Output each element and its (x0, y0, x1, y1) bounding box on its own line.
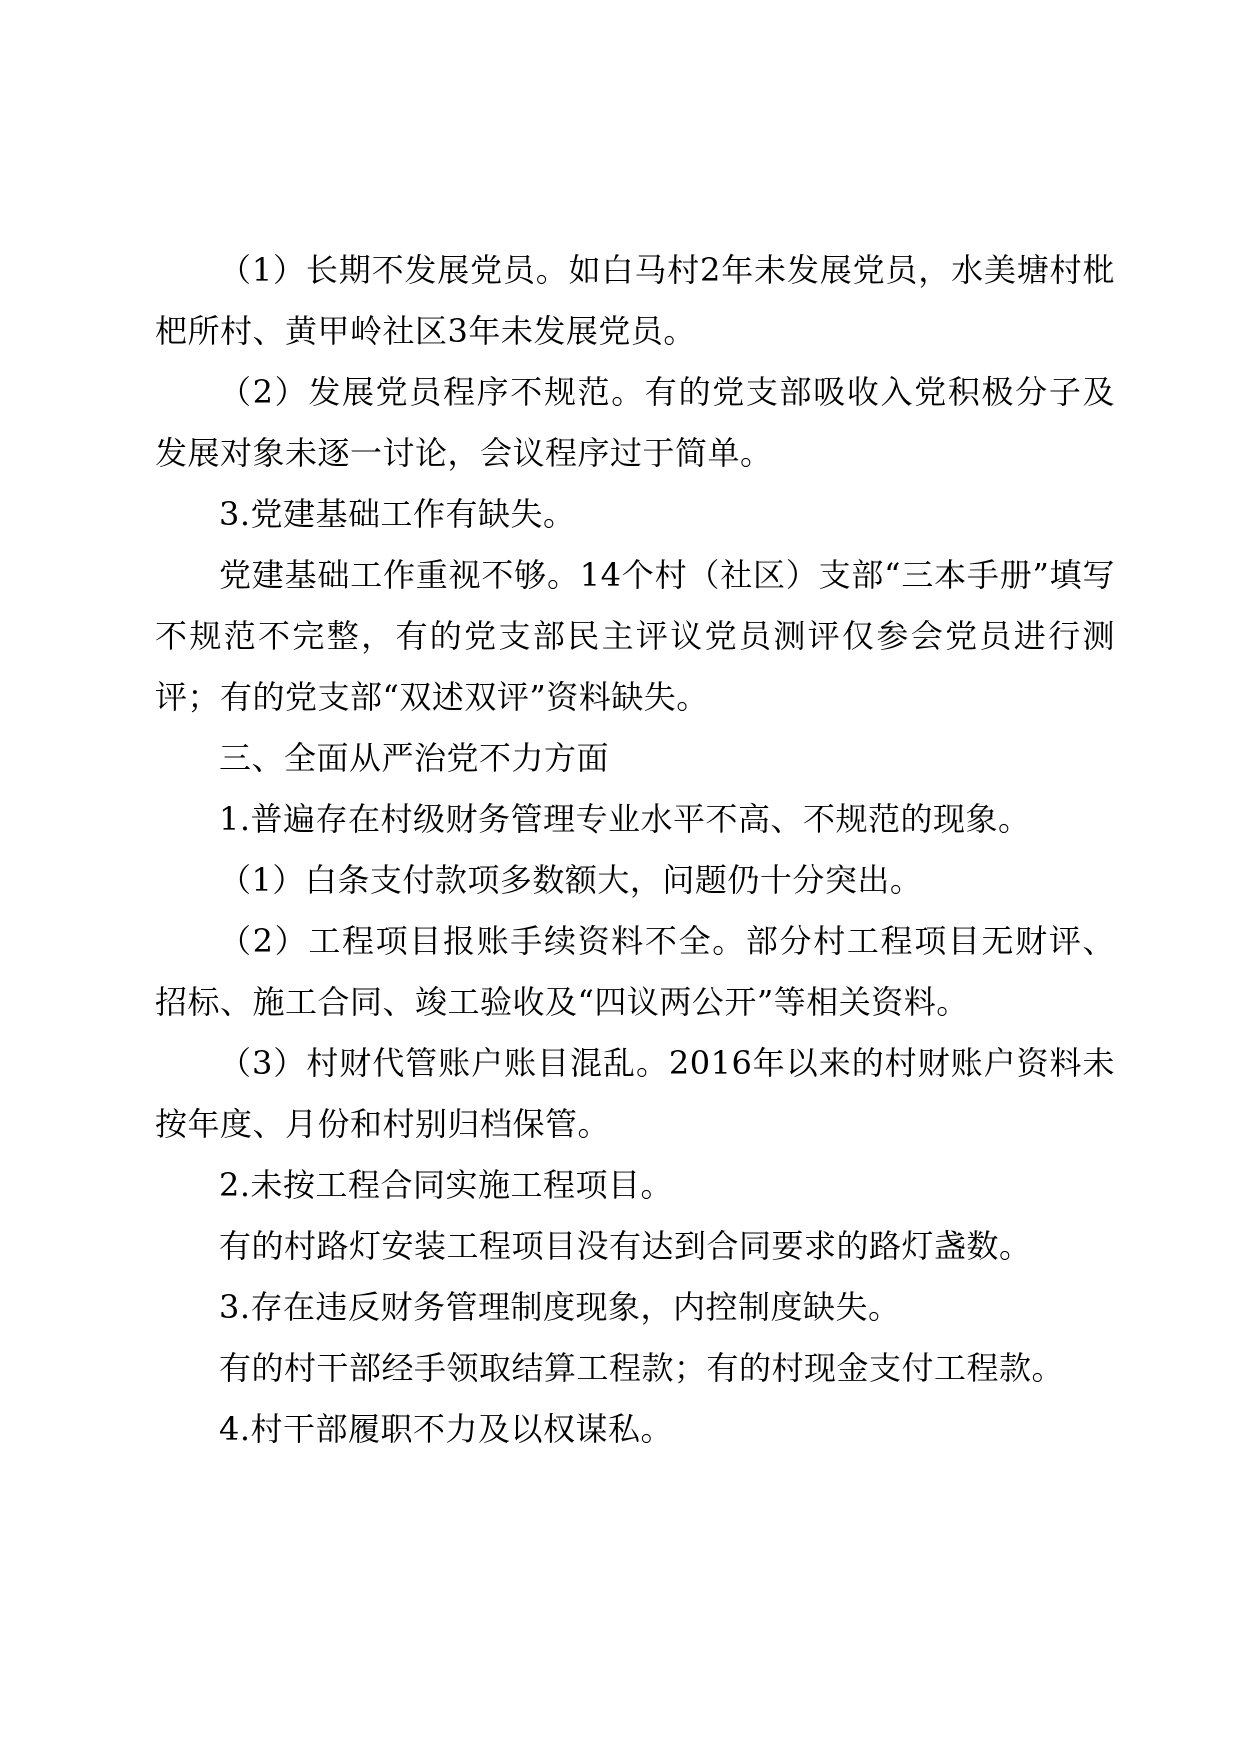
heading-3-finance-violations: 3.存在违反财务管理制度现象，内控制度缺失。 (219, 1288, 901, 1326)
document-page (155, 240, 1115, 1460)
section-heading-strict-governance: 三、全面从严治党不力方面 (219, 739, 610, 777)
heading-1-finance-management: 1.普遍存在村级财务管理专业水平不高、不规范的现象。 (219, 800, 1031, 838)
paragraph-item-1-receipts: （1）白条支付款项多数额大，问题仍十分突出。 (219, 861, 923, 899)
paragraph-streetlight-project: 有的村路灯安装工程项目没有达到合同要求的路灯盏数。 (219, 1227, 1032, 1265)
heading-3-basic-work-gaps: 3.党建基础工作有缺失。 (219, 495, 576, 533)
heading-4-cadre-misconduct: 4.村干部履职不力及以权谋私。 (219, 1410, 674, 1448)
heading-2-contract-implementation: 2.未按工程合同实施工程项目。 (219, 1166, 674, 1204)
paragraph-item-2-project-docs: （2）工程项目报账手续资料不全。部分村工程项目无财评、招标、施工合同、竣工验收及“四议两公开”等相关资料。 (155, 922, 1115, 1021)
paragraph-cash-payments: 有的村干部经手领取结算工程款；有的村现金支付工程款。 (219, 1349, 1065, 1387)
paragraph-item-3-accounts: （3）村财代管账户账目混乱。2016年以来的村财账户资料未按年度、月份和村别归档保管。 (155, 1044, 1115, 1143)
paragraph-basic-work-details: 党建基础工作重视不够。14个村（社区）支部“三本手册”填写不规范不完整，有的党支部民主评议党员测评仅参会党员进行测评；有的党支部“双述双评”资料缺失。 (155, 556, 1115, 716)
paragraph-item-1-no-new-members: （1）长期不发展党员。如白马村2年未发展党员，水美塘村枇杷所村、黄甲岭社区3年未发展党员。 (155, 251, 1115, 350)
paragraph-item-2-irregular-procedure: （2）发展党员程序不规范。有的党支部吸收入党积极分子及发展对象未逐一讨论，会议程序过于简单。 (155, 373, 1115, 472)
